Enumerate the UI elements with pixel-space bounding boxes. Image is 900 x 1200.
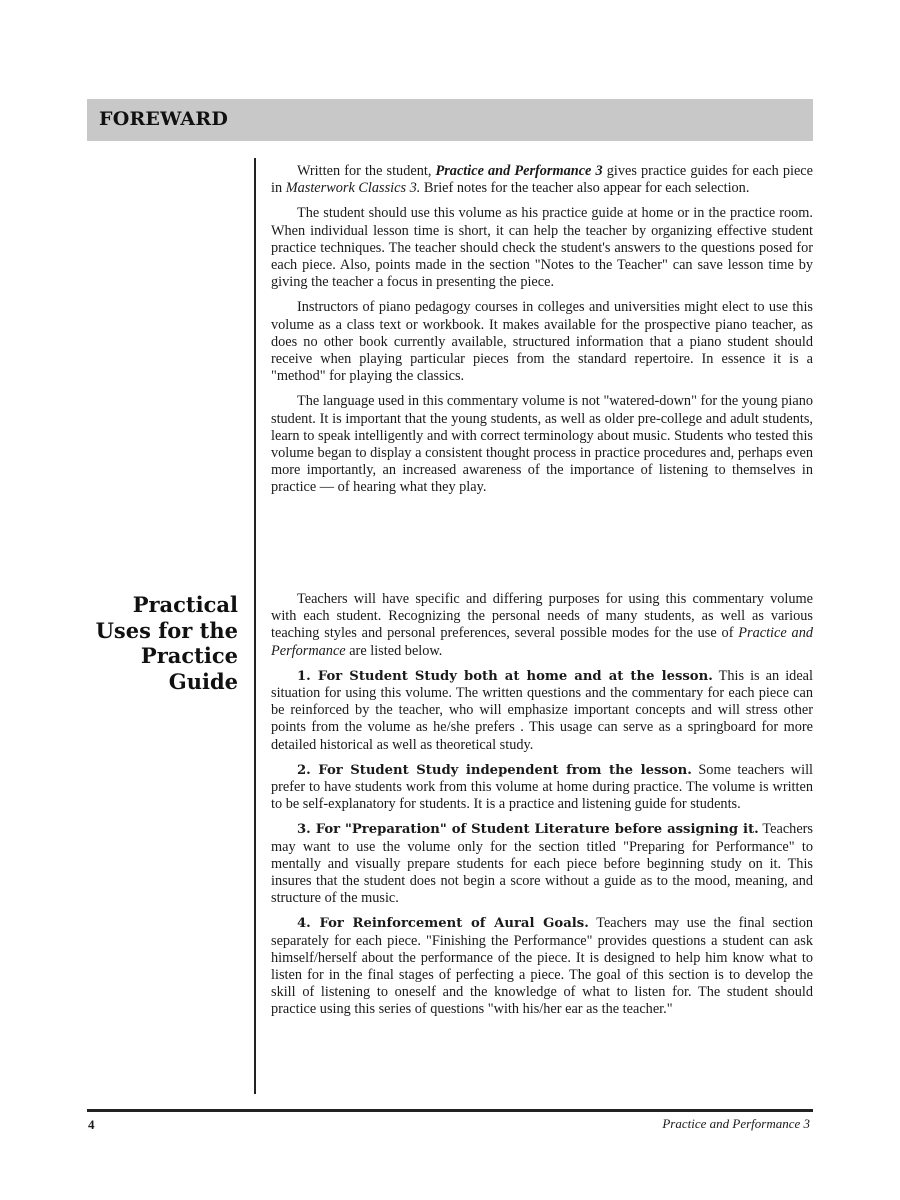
paragraph: Written for the student, Practice and Performance 3 gives practice guides for each piece in Masterwork Classics 3. Brief notes for the teacher also appear for each selection. [271,163,814,197]
paragraph: Instructors of piano pedagogy courses in colleges and universities might elect to use this volume as a class text or workbook. It makes available for the prospective piano teacher, as does no other book currently available, structured information that a piano student should receive when playing particular pieces from the standard repertoire. In essence it is a "method" for playing the classics. [271,299,813,385]
book-title: Masterwork Classics 3. [285,180,421,197]
page-number: 4 [88,1117,95,1132]
footer-rule [87,1109,813,1112]
book-title: Practice and Performance [271,625,814,659]
item-heading: 4. For Reinforcement of Aural Goals. [297,916,589,932]
running-title: Practice and Performance 3 [662,1116,810,1131]
list-item: 3. For "Preparation" of Student Literature before assigning it. Teachers may want to use the volume only for the section titled "Preparing for Performance" to mentally and visually prepare students for each piece before beginning study on it. This insures that the student does not begin a score without a guide as to the mood, meaning, and structure of the music. [271,821,813,907]
book-title: Practice and Performance 3 [435,163,603,179]
side-heading-line: Practice [140,643,238,668]
list-item: 4. For Reinforcement of Aural Goals. Teachers may use the final section separately for each piece. "Finishing the Performance" provides questions a student can ask himself/herself about the performance of the piece. It is designed to help him know what to listen for in the final stages of perfecting a piece. The goal of this section is to develop the skill of listening to oneself and the knowledge of what to listen for. The student should practice using this series of questions "with his/her ear as the teacher." [271,915,813,1018]
item-heading: 3. For "Preparation" of Student Literature before assigning it. [297,822,759,838]
paragraph: The student should use this volume as his practice guide at home or in the practice room. When individual lesson time is short, it can help the teacher by organizing effective student practice techniques. The teacher should check the student's answers to the questions posed for each piece. Also, points made in the section "Notes to the Teacher" can save lesson time by giving the teacher a focus in presenting the piece. [271,205,813,291]
list-item: 1. For Student Study both at home and at the lesson. This is an ideal situation for using this volume. The written questions and the commentary for each piece can be reinforced by the teacher, who will emphasize important concepts and will stress other points from the volume as he/she prefers . This usage can serve as a springboard for more detailed historical as well as theoretical study. [271,667,813,753]
item-heading: 2. For Student Study independent from the lesson. [297,762,692,778]
uses-text [271,591,813,1027]
list-item: 2. For Student Study independent from the lesson. Some teachers will prefer to have students work from this volume at home during practice. The volume is written to be self-explanatory for students. It is a practice and listening guide for students. [271,761,814,813]
foreward-text [271,163,813,505]
column-divider [254,158,256,1094]
paragraph: The language used in this commentary volume is not "watered-down" for the young piano student. It is important that the young students, as well as older pre-college and adult students, learn to speak intelligently and with correct terminology about music. Students who tested this volume began to display a consistent thought process in practice procedures and, perhaps even more importantly, an increased awareness of the importance of listening to themselves in practice — of hearing what they play. [271,393,813,496]
side-heading-line: Uses for the [95,617,238,643]
paragraph: Teachers will have specific and differing purposes for using this commentary volume with each student. Recognizing the personal needs of many students, as well as various teaching styles and personal preferences, several possible modes for the use of Practice and Performance are listed below. [271,591,814,659]
item-heading: 1. For Student Study both at home and at the lesson. [297,668,713,684]
side-heading-line: Practical [132,592,238,617]
side-heading [68,592,238,694]
section-header-bar [87,99,813,141]
section-title: FOREWARD [99,108,229,130]
side-heading-line: Guide [168,668,238,694]
